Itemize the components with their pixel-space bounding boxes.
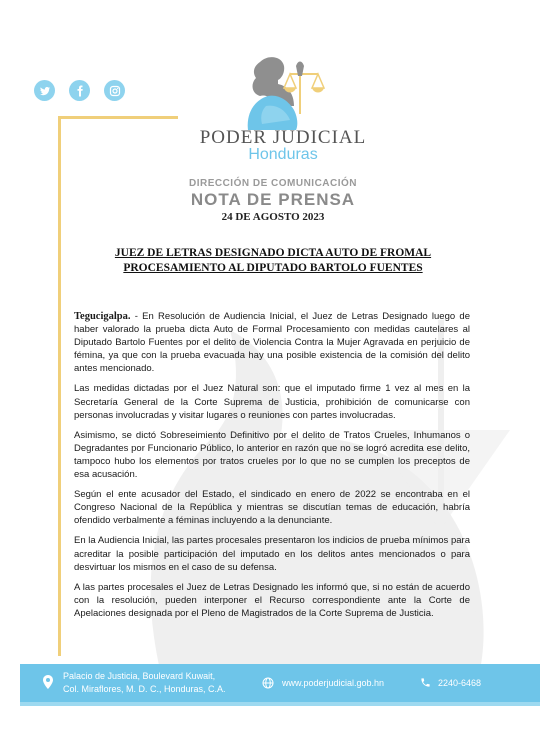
article-body (74, 310, 470, 627)
footer-website-link[interactable]: www.poderjudicial.gob.hn (282, 678, 385, 688)
department-label: DIRECCIÓN DE COMUNICACIÓN (188, 178, 358, 189)
paragraph-1 (74, 310, 470, 375)
brand-country: Honduras (248, 146, 318, 163)
dateline: Tegucigalpa. (74, 311, 131, 322)
document-date: 24 DE AGOSTO 2023 (221, 211, 325, 223)
document-type: NOTA DE PRENSA (190, 190, 356, 209)
social-links (34, 80, 125, 101)
gold-frame-top (58, 116, 178, 119)
brand-name: PODER JUDICIAL (199, 127, 367, 148)
headline-line-1: JUEZ DE LETRAS DESIGNADO DICTA AUTO DE FROMAL (114, 247, 432, 259)
twitter-icon[interactable] (34, 80, 55, 101)
globe-icon (262, 677, 274, 691)
address-line-2: Col. Miraflores, M. D. C., Honduras, C.A. (63, 684, 226, 694)
footer-phone[interactable]: 2240-6468 (438, 678, 482, 688)
phone-icon (420, 677, 431, 690)
address-line-1: Palacio de Justicia, Boulevard Kuwait, (63, 671, 216, 681)
footer-strip (20, 702, 540, 706)
footer-address (63, 670, 226, 696)
paragraph-3: Asimismo, se dictó Sobreseimiento Definitivo por el delito de Tratos Crueles, Inhumanos o Degradantes por Funcionario Público, lo anterior en razón que no se logró acredita ese delito, tampoco hubo los elementos por tratos crueles por lo que no se cumplen los preceptos de esa acusación. (74, 429, 470, 481)
poder-judicial-logo-icon (238, 54, 328, 130)
instagram-icon[interactable] (104, 80, 125, 101)
location-pin-icon (43, 675, 53, 691)
paragraph-6: A las partes procesales el Juez de Letras Designado les informó que, si no están de acuerdo con la resolución, pueden interponer el Recurso correspondiente ante la Corte de Apelaciones designada por el Pleno de Magistrados de la Corte Suprema de Justicia. (74, 581, 470, 619)
paragraph-2: Las medidas dictadas por el Juez Natural son: que el imputado firme 1 vez al mes en la Secretaría General de la Corte Suprema de Justicia, prohibición de comunicarse con personas involucradas y visitar lugares o reuniones con partes involucradas. (74, 383, 470, 421)
headline-line-2: PROCESAMIENTO AL DIPUTADO BARTOLO FUENTES (123, 262, 423, 274)
paragraph-4: Según el ente acusador del Estado, el sindicado en enero de 2022 se encontraba en el Congreso Nacional de la República y mientras se discutían temas de educación, habría ofendido verbalmente a féminas incluyendo a la denunciante. (74, 489, 470, 527)
footer-bar (20, 664, 540, 702)
paragraph-5: En la Audiencia Inicial, las partes procesales presentaron los indicios de prueba mínimos para acreditar la posible participación del imputado en los delitos antes mencionados o para desvirtuar los mismos en el caso de su defensa. (74, 535, 470, 573)
headline (70, 246, 476, 276)
paragraph-1-text: - En Resolución de Audiencia Inicial, el Juez de Letras Designado luego de haber valorado la prueba dicta Auto de Formal Procesamiento con medidas cautelares al Diputado Bartolo Fuentes por el delito de Violencia Contra la Mujer Agravada en perjuicio de fémina, ya que con la prueba evacuada hay una posible existencia de la comisión del delito antes mencionado. (74, 311, 470, 375)
facebook-icon[interactable] (69, 80, 90, 101)
